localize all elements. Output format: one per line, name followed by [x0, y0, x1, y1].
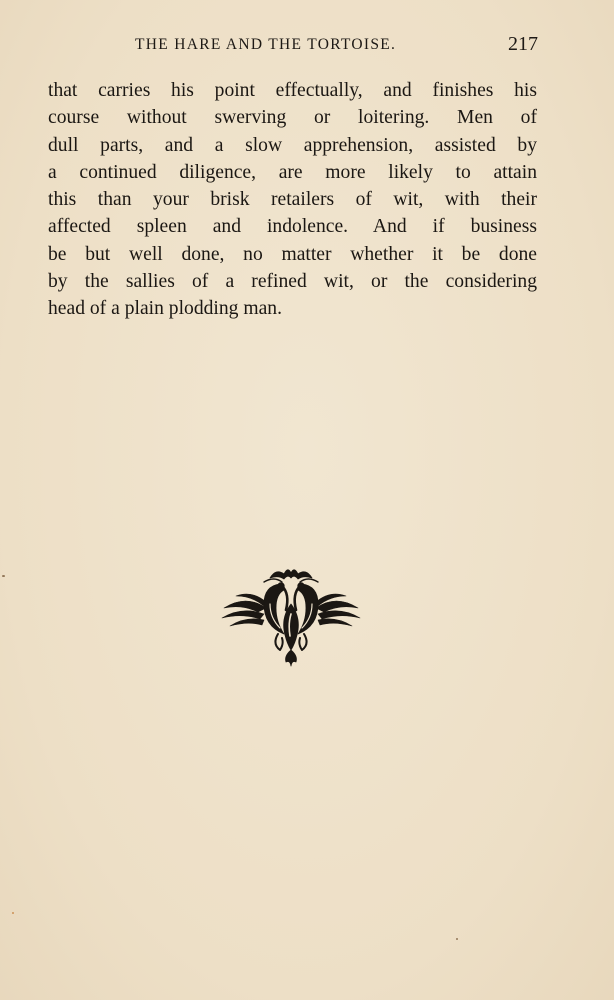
text-line: affected spleen and indolence. And if business	[48, 216, 537, 238]
page-speck	[2, 575, 5, 577]
text-line: that carries his point effectually, and finishes his	[48, 80, 537, 101]
text-line: dull parts, and a slow apprehension, assisted by	[48, 134, 537, 156]
text-line: by the sallies of a refined wit, or the considering	[48, 271, 537, 293]
winged-fleuron-icon	[218, 564, 364, 668]
body-paragraph	[48, 77, 537, 323]
page-speck	[12, 912, 14, 914]
text-line: head of a plain plodding man.	[48, 298, 282, 320]
text-line: a continued diligence, are more likely to attain	[48, 161, 537, 183]
running-title: THE HARE AND THE TORTOISE.	[135, 36, 397, 53]
text-line: course without swerving or loitering. Men of	[48, 107, 537, 129]
page-speck	[456, 938, 458, 940]
text-line: be but well done, no matter whether it be done	[48, 243, 537, 265]
text-line: this than your brisk retailers of wit, with their	[48, 189, 537, 211]
running-head	[48, 34, 538, 58]
page-number: 217	[508, 33, 538, 55]
